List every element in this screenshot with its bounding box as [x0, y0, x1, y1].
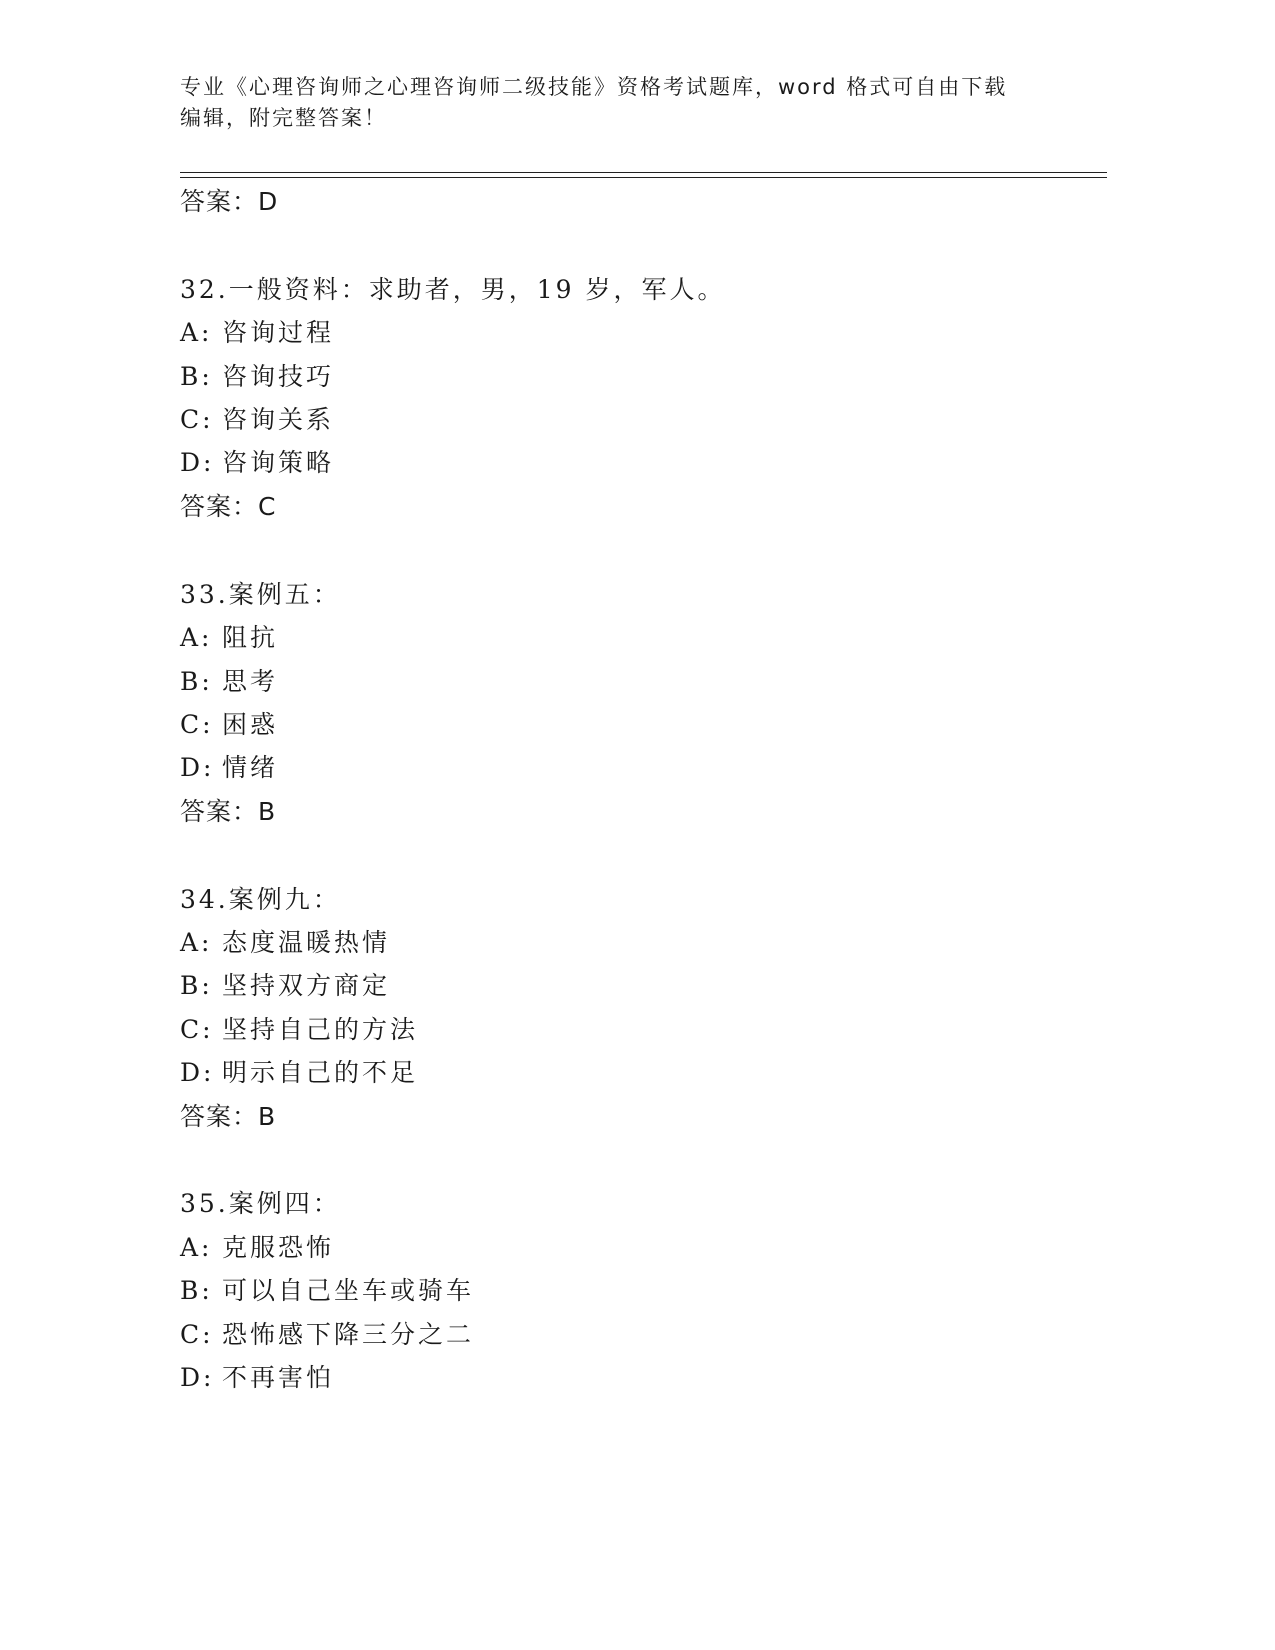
option-b	[180, 362, 334, 392]
option-letter: A:	[180, 928, 213, 957]
option-letter: D:	[180, 753, 215, 782]
option-text: 可以自己坐车或骑车	[222, 1276, 475, 1305]
option-letter: B:	[180, 1276, 213, 1305]
question-stem: 34.案例九：	[180, 885, 341, 914]
option-c	[180, 1015, 418, 1045]
option-letter: B:	[180, 971, 213, 1000]
option-text: 明示自己的不足	[222, 1058, 419, 1087]
option-letter: B:	[180, 362, 213, 391]
header-line-1: 专业《心理咨询师之心理咨询师二级技能》资格考试题库，word 格式可自由下载	[180, 75, 1008, 99]
option-text: 不再害怕	[222, 1363, 335, 1392]
option-d	[180, 1363, 334, 1393]
option-a	[180, 623, 278, 653]
option-letter: C:	[180, 405, 214, 434]
option-letter: D:	[180, 1363, 215, 1392]
option-d	[180, 1058, 418, 1088]
option-letter: C:	[180, 1320, 214, 1349]
option-c	[180, 1320, 474, 1350]
option-letter: A:	[180, 1233, 213, 1262]
option-text: 坚持双方商定	[222, 971, 391, 1000]
option-text: 咨询过程	[222, 318, 335, 347]
question-stem: 33.案例五：	[180, 580, 341, 609]
option-a	[180, 318, 334, 348]
option-letter: C:	[180, 1015, 214, 1044]
option-text: 情绪	[222, 753, 279, 782]
option-letter: C:	[180, 710, 214, 739]
option-letter: A:	[180, 623, 213, 652]
option-b	[180, 1276, 474, 1306]
option-d	[180, 753, 278, 783]
header-line-2: 编辑，附完整答案！	[180, 106, 387, 130]
option-text: 阻抗	[222, 623, 279, 652]
option-text: 思考	[222, 667, 279, 696]
option-letter: D:	[180, 448, 215, 477]
document-header	[180, 72, 1060, 134]
option-letter: D:	[180, 1058, 215, 1087]
option-text: 克服恐怖	[222, 1233, 335, 1262]
option-text: 困惑	[222, 710, 279, 739]
option-d	[180, 448, 334, 478]
option-c	[180, 710, 278, 740]
option-b	[180, 971, 390, 1001]
answer-line: 答案：C	[180, 492, 277, 521]
option-b	[180, 667, 278, 697]
previous-answer: 答案：D	[180, 187, 279, 216]
option-c	[180, 405, 334, 435]
option-letter: B:	[180, 667, 213, 696]
option-a	[180, 928, 390, 958]
option-text: 态度温暖热情	[222, 928, 391, 957]
header-divider	[180, 172, 1107, 178]
option-letter: A:	[180, 318, 213, 347]
option-text: 坚持自己的方法	[222, 1015, 419, 1044]
answer-line: 答案：B	[180, 797, 277, 826]
option-text: 恐怖感下降三分之二	[222, 1320, 475, 1349]
question-stem: 32.一般资料：求助者，男，19 岁，军人。	[180, 275, 726, 304]
option-text: 咨询技巧	[222, 362, 335, 391]
option-a	[180, 1233, 334, 1263]
option-text: 咨询关系	[222, 405, 335, 434]
option-text: 咨询策略	[222, 448, 335, 477]
answer-line: 答案：B	[180, 1102, 277, 1131]
question-stem: 35.案例四：	[180, 1189, 341, 1218]
